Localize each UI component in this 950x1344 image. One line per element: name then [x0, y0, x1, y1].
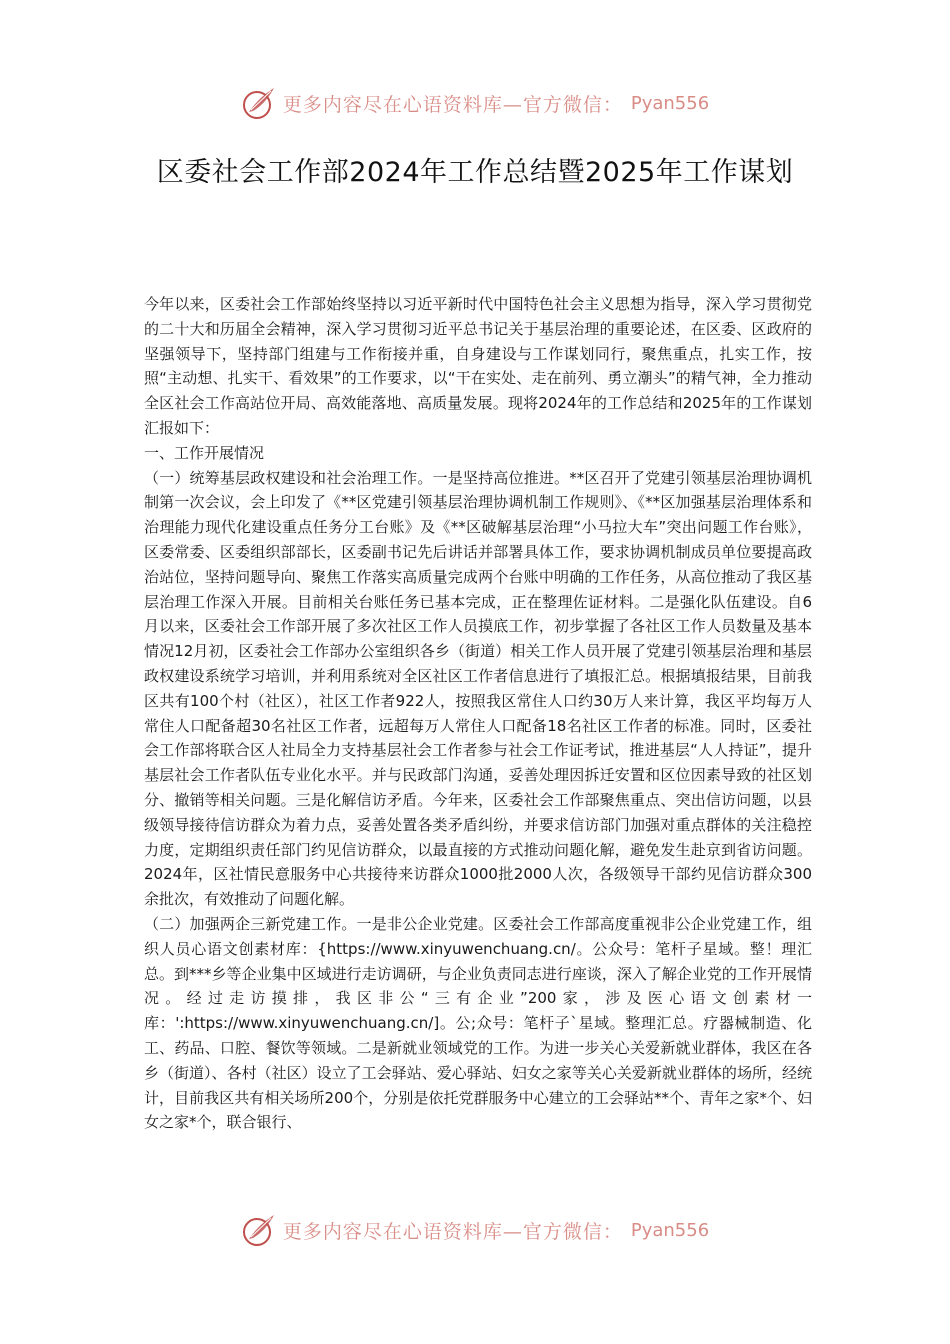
- quill-logo-icon: [241, 85, 277, 121]
- document-title: 区委社会工作部2024年工作总结暨2025年工作谋划: [156, 157, 794, 188]
- watermark-footer: [0, 1210, 950, 1250]
- intro-paragraph: 今年以来，区委社会工作部始终坚持以习近平新时代中国特色社会主义思想为指导，深入学习贯彻党的二十大和历届全会精神，深入学习贯彻习近平总书记关于基层治理的重要论述，在区委、区政府的坚强领导下，坚持部门组建与工作衔接并重，自身建设与工作谋划同行，聚焦重点，扎实工作，按照“主动想、扎实干、看效果”的工作要求，以“干在实处、走在前列、勇立潮头”的精气神，全力推动全区社会工作高站位开局、高效能落地、高质量发展。现将2024年的工作总结和2025年的工作谋划汇报如下：: [144, 295, 812, 437]
- watermark-wechat-id: Pyan556: [630, 1219, 710, 1241]
- quill-logo-icon: [241, 1212, 277, 1248]
- document-body: [144, 292, 812, 1135]
- watermark-text: 更多内容尽在心语资料库—官方微信：: [282, 1220, 623, 1243]
- watermark-header: [0, 83, 950, 123]
- section-heading: 一、工作开展情况: [144, 443, 265, 462]
- body-paragraph: （一）统筹基层政权建设和社会治理工作。一是坚持高位推进。**区召开了党建引领基层治理协调机制第一次会议，会上印发了《**区党建引领基层治理协调机制工作规则》、《**区加强基层治理体系和治理能力现代化建设重点任务分工台账》及《**区破解基层治理“小马拉大车”突出问题工作台账》，区委常委、区委组织部部长，区委副书记先后讲话并部署具体工作，要求协调机制成员单位要提高政治站位，坚持问题导向、聚焦工作落实高质量完成两个台账中明确的工作任务，从高位推动了我区基层治理工作深入开展。目前相关台账任务已基本完成，正在整理佐证材料。二是强化队伍建设。自6月以来，区委社会工作部开展了多次社区工作人员摸底工作，初步掌握了各社区工作人员数量及基本情况12月初，区委社会工作部办公室组织各乡（街道）相关工作人员开展了党建引领基层治理和基层政权建设系统学习培训，并利用系统对全区社区工作者信息进行了填报汇总。根据填报结果，目前我区共有100个村（社区），社区工作者922人，按照我区常住人口约30万人来计算，我区平均每万人常住人口配备超30名社区工作者，远超每万人常住人口配备18名社区工作者的标准。同时，区委社会工作部将联合区人社局全力支持基层社会工作者参与社会工作证考试，推进基层“人人持证”，提升基层社会工作者队伍专业化水平。并与民政部门沟通，妥善处理因拆迁安置和区位因素导致的社区划分、撤销等相关问题。三是化解信访矛盾。今年来，区委社会工作部聚焦重点、突出信访问题，以县级领导接待信访群众为着力点，妥善处置各类矛盾纠纷，并要求信访部门加强对重点群体的关注稳控力度，定期组织责任部门约见信访群众，以最直接的方式推动问题化解，避免发生赴京到省访问题。2024年，区社情民意服务中心共接待来访群众1000批2000人次，各级领导干部约见信访群众300余批次，有效推动了问题化解。: [144, 468, 812, 909]
- watermark-text: 更多内容尽在心语资料库—官方微信：: [282, 93, 623, 116]
- body-paragraph: （二）加强两企三新党建工作。一是非公企业党建。区委社会工作部高度重视非公企业党建工作，组织人员心语文创素材库：{https://www.xinyuwenchuang.cn/。公众号：笔杆子星域。整！理汇总。到***乡等企业集中区域进行走访调研，与企业负责同志进行座谈，深入了解企业党的工作开展情况。经过走访摸排，我区非公“三有企业”200家，涉及医心语文创素材一库：':https://www.xinyuwenchuang.cn/]。公;众号：笔杆子`星域。整理汇总。疗器械制造、化工、药品、口腔、餐饮等领域。二是新就业领域党的工作。为进一步关心关爱新就业群体，我区在各乡（街道）、各村（社区）设立了工会驿站、爱心驿站、妇女之家等关心关爱新就业群体的场所，经统计，目前我区共有相关场所200个，分别是依托党群服务中心建立的工会驿站**个、青年之家*个、妇女之家*个，联合银行、: [144, 914, 812, 1132]
- watermark-wechat-id: Pyan556: [630, 92, 710, 114]
